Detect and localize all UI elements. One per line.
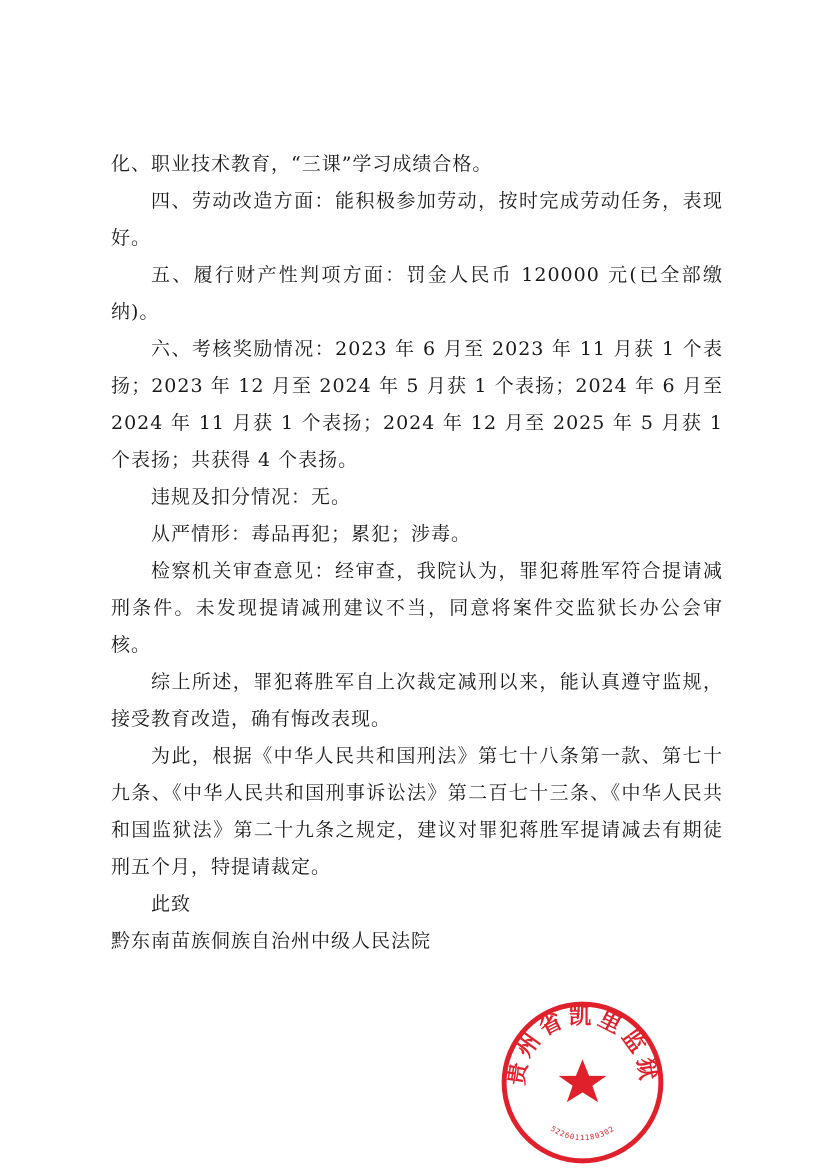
seal-code: 5226011180302	[549, 1123, 616, 1143]
paragraph-education-continued: 化、职业技术教育，“三课”学习成绩合格。	[111, 153, 493, 175]
paragraph-procuratorate-opinion: 检察机关审查意见：经审查，我院认为，罪犯蒋胜军符合提请减刑条件。未发现提请减刑建议不当，同意将案件交监狱长办公会审核。	[111, 560, 723, 656]
document-body	[111, 146, 723, 960]
paragraph-rewards: 六、考核奖励情况：2023 年 6 月至 2023 年 11 月获 1 个表扬；2023 年 12 月至 2024 年 5 月获 1 个表扬；2024 年 6 月至 2024 年 11 月获 1 个表扬；2024 年 12 月至 2025 年 5 月获 1 个表扬；共获得 4 个表扬。	[111, 338, 723, 471]
paragraph-labor-reform: 四、劳动改造方面：能积极参加劳动，按时完成劳动任务，表现好。	[111, 190, 723, 249]
paragraph-summary: 综上所述，罪犯蒋胜军自上次裁定减刑以来，能认真遵守监规，接受教育改造，确有悔改表现。	[111, 671, 723, 730]
paragraph-salutation: 此致	[151, 893, 192, 915]
seal-text: 贵州省凯里监狱	[503, 1003, 662, 1087]
paragraph-property-judgment: 五、履行财产性判项方面：罚金人民币 120000 元(已全部缴纳)。	[111, 264, 723, 323]
paragraph-aggravating-circumstances: 从严情形：毒品再犯；累犯；涉毒。	[151, 523, 472, 545]
paragraph-recipient-court: 黔东南苗族侗族自治州中级人民法院	[111, 930, 432, 952]
star-icon	[559, 1059, 607, 1102]
official-seal	[500, 1000, 665, 1165]
paragraph-legal-basis: 为此，根据《中华人民共和国刑法》第七十八条第一款、第七十九条、《中华人民共和国刑事诉讼法》第二百七十三条、《中华人民共和国监狱法》第二十九条之规定，建议对罪犯蒋胜军提请减去有期徒刑五个月，特提请裁定。	[111, 745, 723, 878]
paragraph-violations: 违规及扣分情况：无。	[151, 486, 352, 508]
